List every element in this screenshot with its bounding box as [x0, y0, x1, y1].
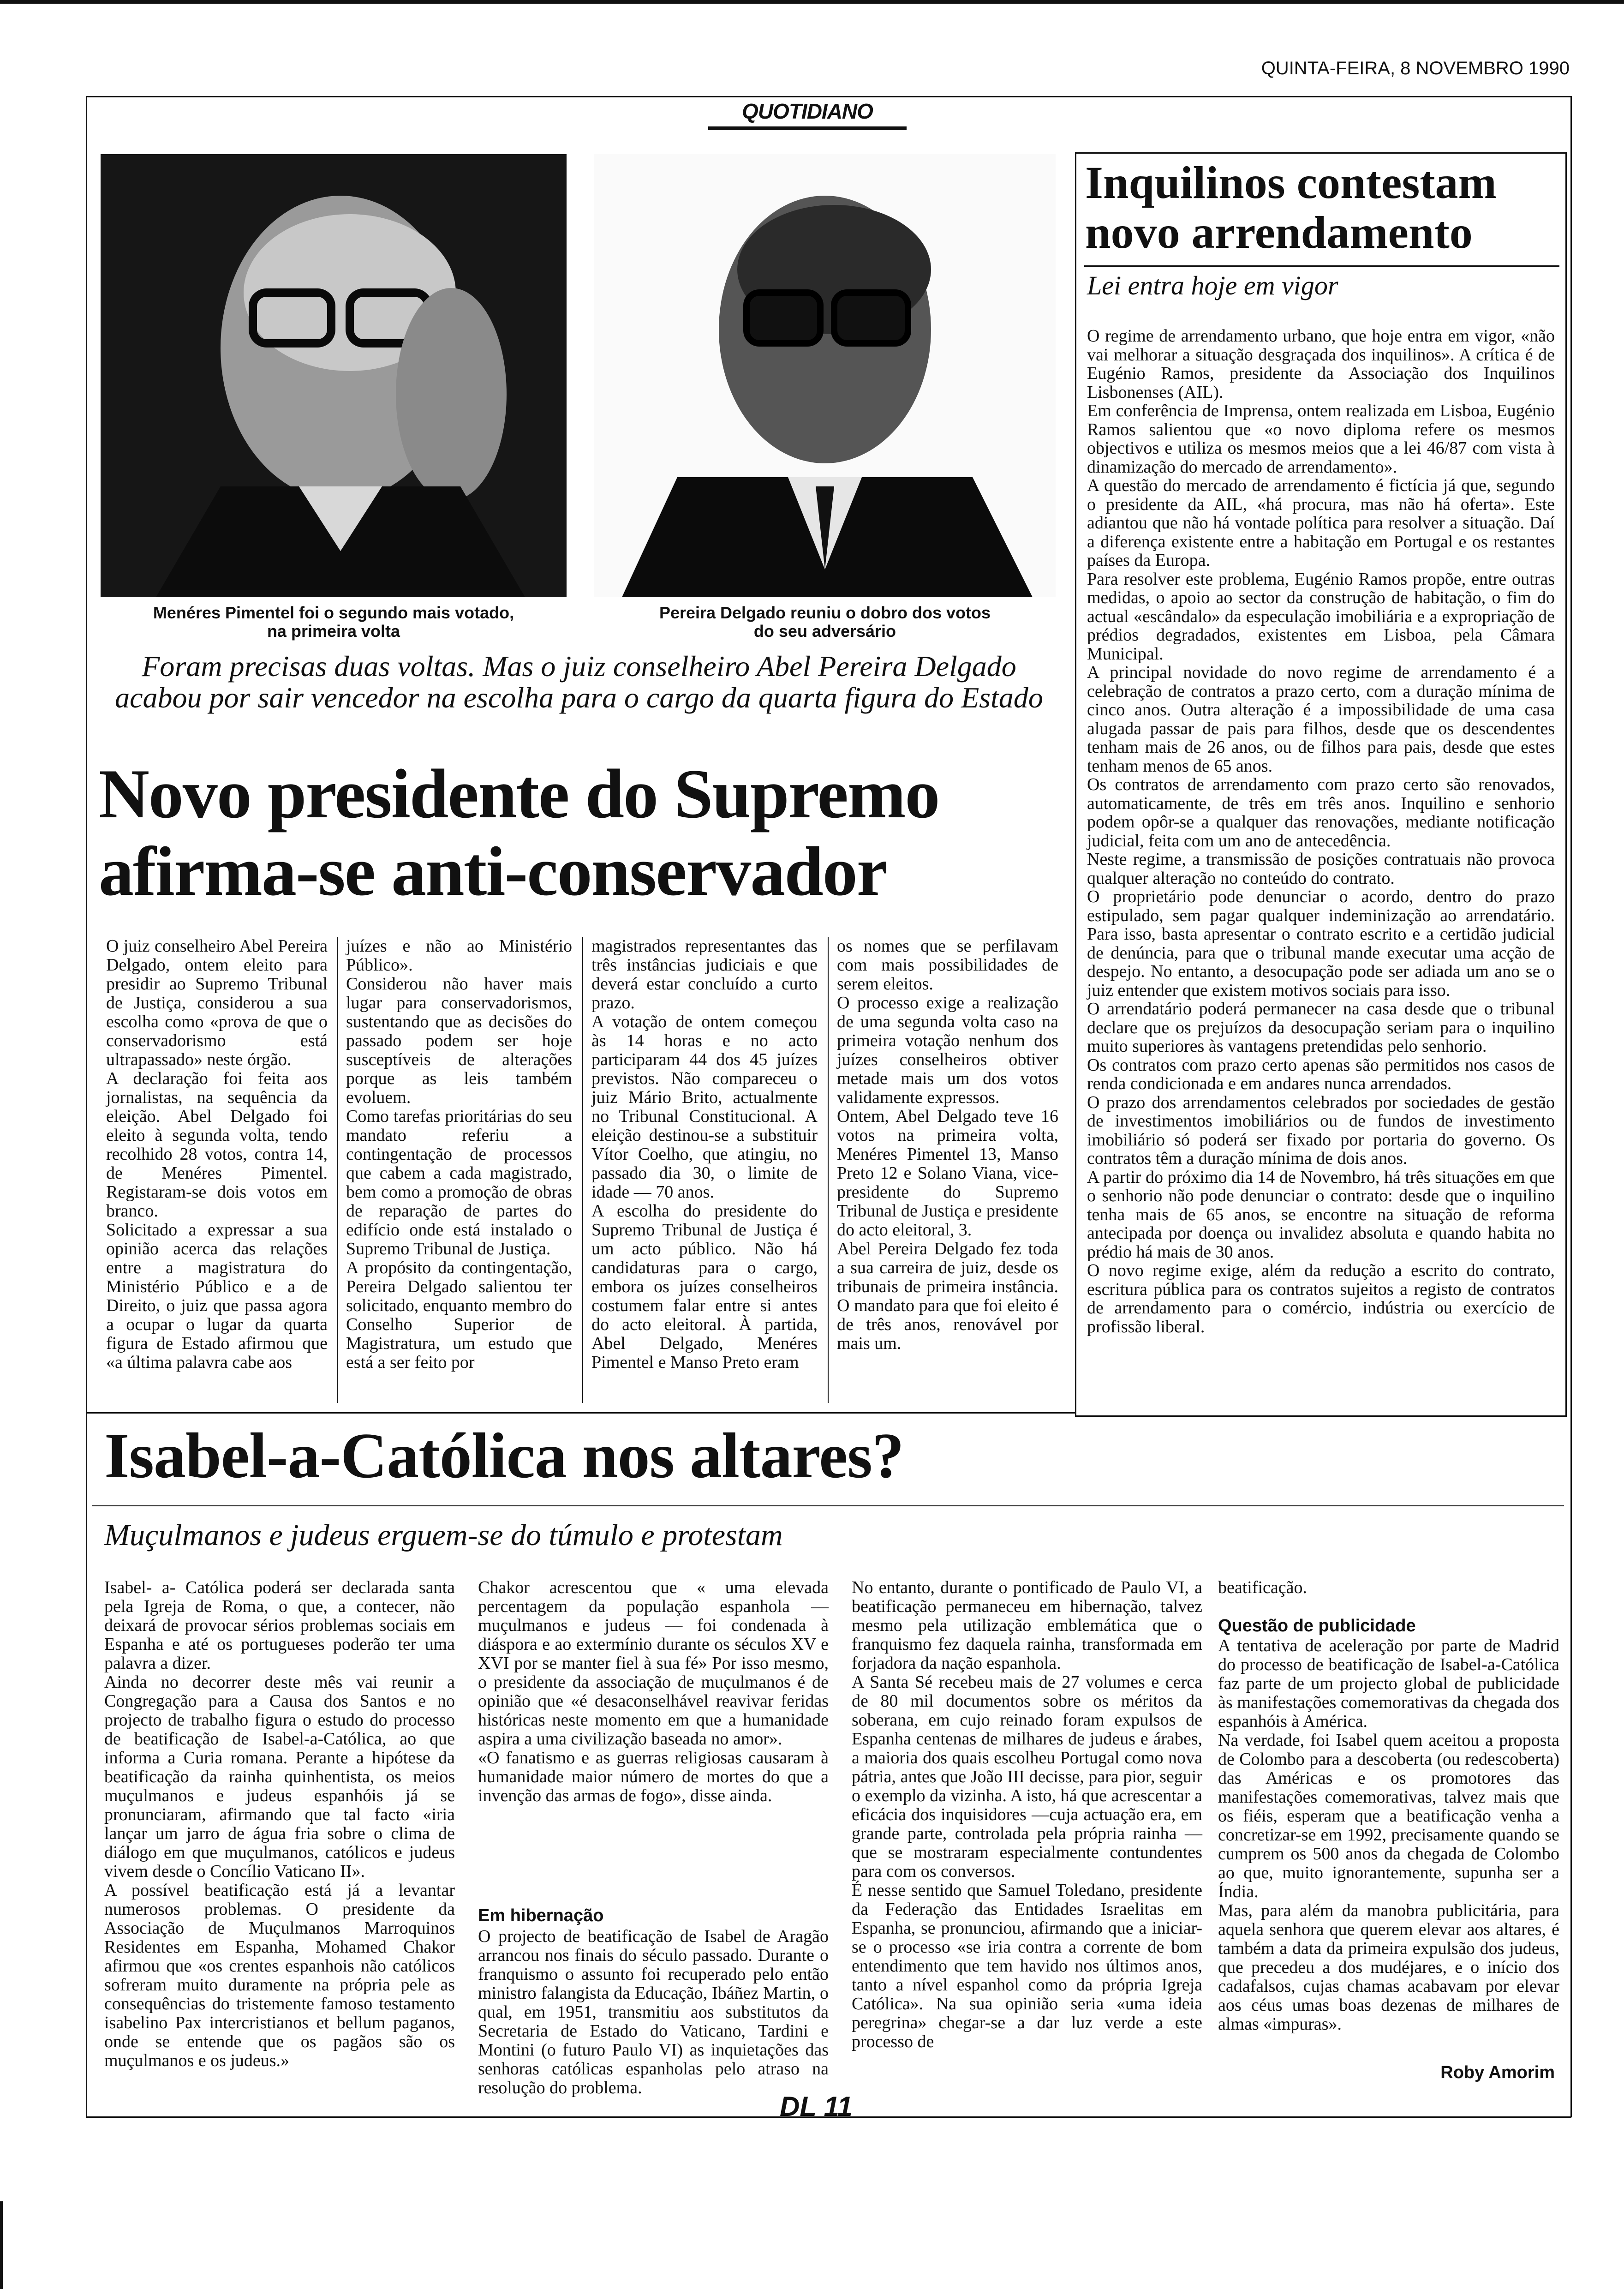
photo-meneres-pimentel	[101, 154, 567, 597]
portrait-left-icon	[101, 154, 567, 597]
article3-col1: Isabel- a- Católica poderá ser declarada santa pela Igreja de Roma, o que, a contecer, não deixará de provocar sérios problemas sociais em Espanha e até os portugueses poderão ter uma palavra a dizer. Ainda no decorrer deste mês vai reunir a Congregação para a Causa dos Santos e no projecto de trabalho figura o estudo do processo de beatificação de Isabel-a-Católica, ao que informa a Curia romana. Perante a hipótese da beatificação da rainha quinhentista, os meios muçulmanos e judeus espanhóis já se pronunciaram, afirmando que tal facto «iria lançar um jarro de água fria sobre o clima de diálogo em que muçulmanos, católicos e judeus vivem desde o Concílio Vaticano II». A possível beatificação está já a levantar numerosos problemas. O presidente da Associação de Muçulmanos Marroquinos Residentes em Espanha, Mohamed Chakor afirmou que «os crentes espanhois não católicos sofreram muito duramente na própria pele as consequências do tristemente famoso testamento isabelino Pax intercristianos et bellum paganos, onde se entende que os pagãos são os muçulmanos e os judeus.»	[104, 1578, 455, 2070]
section-divider	[86, 1412, 1075, 1414]
frame-top	[86, 96, 1571, 97]
article3-subhead: Muçulmanos e judeus erguem-se do túmulo e protestam	[104, 1518, 783, 1552]
edge-mark	[0, 2201, 3, 2289]
article3-rule	[92, 1505, 1564, 1506]
article1-col4: os nomes que se perfilavam com mais possibilidades de serem eleitos. O processo exige a realização de uma segunda volta caso na primeira votação nenhum dos juízes conselheiros obtiver metade mais um dos votos validamente expressos. Ontem, Abel Delgado teve 16 votos na primeira volta, Menéres Pimentel 13, Manso Preto 12 e Solano Viana, vice-presidente do Supremo Tribunal de Justiça e presidente do acto eleitoral, 3. Abel Pereira Delgado fez toda a sua carreira de juiz, desde os tribunais de primeira instância. O mandato para que foi eleito é de três anos, renovável por mais um.	[837, 936, 1058, 1353]
col-divider	[582, 937, 583, 1403]
article3-col3: No entanto, durante o pontificado de Paulo VI, a beatificação permaneceu em hibernação, talvez mesmo pela utilização emblemática que o franquismo fez daquela rainha, transformada em forjadora da nação espanhola. A Santa Sé recebeu mais de 27 volumes e cerca de 80 mil documentos sobre os méritos da soberana, em cujo reinado foram expulsos de Espanha centenas de milhares de judeus e árabes, a maioria dos quais escolheu Portugal como nova pátria, antes que João III decisse, para pior, seguir o exemplo da vizinha. A isto, há que acrescentar a eficácia dos inquisidores —cuja actuação era, em grande parte, controlada pela própria rainha — que se mostraram especialmente contundentes para com os conversos. É nesse sentido que Samuel Toledano, presidente da Federação das Entidades Israelitas em Espanha, se pronunciou, afirmando que a iniciar-se o processo «se iria contra a corrente de bom entendimento que tem havido nos últimos anos, tanto a nível espanhol como da própria Igreja Católica». Na sua opinião seria «uma ideia peregrina» chegar-se a dar luz verde a este processo de	[852, 1578, 1202, 2051]
portrait-right-icon	[594, 154, 1056, 597]
article3-headline: Isabel-a-Católica nos altares?	[104, 1420, 904, 1492]
top-edge	[0, 0, 1624, 4]
page-mark: DL 11	[780, 2091, 853, 2122]
col-divider	[828, 937, 829, 1403]
frame-right	[1570, 96, 1572, 2117]
article2-subhead: Lei entra hoje em vigor	[1087, 270, 1338, 300]
article2-rule	[1084, 265, 1559, 267]
article1-col3: magistrados representantes das três instâncias judiciais e que deverá estar concluído a curto prazo. A votação de ontem começou às 14 horas e no acto participaram 44 dos 45 juízes previstos. Não compareceu o juiz Mário Brito, actualmente no Tribunal Constitucional. A eleição destinou-se a substituir Vítor Coelho, que atingiu, no passado dia 30, o limite de idade — 70 anos. A escolha do presidente do Supremo Tribunal de Justiça é um acto público. Não há candidaturas para o cargo, embora os juízes conselheiros costumem falar entre si antes do acto eleitoral. À partida, Abel Delgado, Menéres Pimentel e Manso Preto eram	[591, 936, 818, 1372]
article3-col2a: Chakor acrescentou que « uma elevada percentagem da população espanhola — muçulmanos e judeus — foi condenada à diáspora e ao extermínio durante os séculos XV e XVI por se manter fiel à sua fé» Por isso mesmo, o presidente da associação de muçulmanos é de opinião que «é desaconselhável reavivar feridas históricas neste momento em que a humanidade aspira a uma civilização baseada no amor». «O fanatismo e as guerras religiosas causaram à humanidade maior número de mortes do que a invenção das armas de fogo», disse ainda.	[478, 1578, 829, 1805]
article1-col1: O juiz conselheiro Abel Pereira Delgado, ontem eleito para presidir ao Supremo Tribunal de Justiça, considerou a sua escolha como «prova de que o conservadorismo está ultrapassado» neste órgão. A declaração foi feita aos jornalistas, na sequência da eleição. Abel Delgado foi eleito à segunda volta, tendo recolhido 28 votos, contra 14, de Menéres Pimentel. Registaram-se dois votos em branco. Solicitado a expressar a sua opinião acerca das relações entre a magistratura do Ministério Público e a de Direito, o juiz que passa agora a ocupar o lugar da quarta figura de Estado afirmou que «a última palavra cabe aos	[106, 936, 328, 1372]
article3-byline: Roby Amorim	[1440, 2063, 1555, 2082]
section-tag: QUOTIDIANO	[708, 99, 907, 130]
photo-pereira-delgado	[594, 154, 1056, 597]
article1-headline-2: afirma-se anti-conservador	[99, 833, 887, 910]
article1-intro: Foram precisas duas voltas. Mas o juiz conselheiro Abel Pereira Delgado acabou por sair vencedor na escolha para o cargo da quarta figura do Estado	[115, 650, 1043, 714]
article3-col4b: A tentativa de aceleração por parte de Madrid do processo de beatificação de Isabel-a-Católica faz parte de um projecto global de publicidade às manifestações comemorativas da chegada dos espanhóis à América. Na verdade, foi Isabel quem aceitou a proposta de Colombo para a descoberta (ou redescoberta) das Américas e os promotores das manifestações comemorativas, talvez mais que os fiéis, esperam que a beatificação venha a concretizar-se em 1992, precisamente quando se cumprem os 500 anos da chegada de Colombo ao que, muito ignorantemente, supunha ser a Índia. Mas, para além da manobra publicitária, para aquela senhora que querem elevar aos altares, é também a data da primeira expulsão dos judeus, que precedeu a dos mudéjares, e o início dos cadafalsos, cujas chamas acabavam por elevar aos céus umas boas dezenas de milhares de almas «impuras».	[1218, 1636, 1559, 2034]
date-line: QUINTA-FEIRA, 8 NOVEMBRO 1990	[1261, 58, 1570, 78]
article1-headline-1: Novo presidente do Supremo	[99, 755, 939, 833]
article2-headline-2: novo arrendamento	[1085, 207, 1473, 258]
article2-body: O regime de arrendamento urbano, que hoje entra em vigor, «não vai melhorar a situação desgraçada dos inquilinos». A crítica é de Eugénio Ramos, presidente da Associação dos Inquilinos Lisbonenses (AIL). Em conferência de Imprensa, ontem realizada em Lisboa, Eugénio Ramos salientou que «o novo diploma refere os mesmos objectivos e utiliza os mesmos meios que a lei 46/87 com vista à dinamização do mercado de arrendamento». A questão do mercado de arrendamento é fictícia já que, segundo o presidente da AIL, «há procura, mas não há oferta». Este adiantou que não há vontade política para resolver a situação. Daí a diferença existente entre a habitação em Portugal e os restantes países da Europa. Para resolver este problema, Eugénio Ramos propõe, entre outras medidas, o apoio ao sector da construção de habitação, o fim do actual «escândalo» da especulação imobiliária e a expropriação de prédios degradados, existentes em Lisboa, pela Câmara Municipal. A principal novidade do novo regime de arrendamento é a celebração de contratos a prazo certo, com a duração mínima de cinco anos. Outra alteração é a impossibilidade de uma casa alugada passar de pais para filhos, desde que os descendentes tenham mais de 26 anos, ou de filhos para pais, desde que estes tenham menos de 65 anos. Os contratos de arrendamento com prazo certo são renovados, automaticamente, de três em três anos. Inquilino e senhorio podem opôr-se a qualquer das renovações, mediante notificação judicial, feita com um ano de antecedência. Neste regime, a transmissão de posições contratuais não provoca qualquer alteração no conteúdo do contrato. O proprietário pode denunciar o acordo, dentro do prazo estipulado, sem pagar qualquer indeminização ao arrendatário. Para isso, basta apresentar o contrato escrito e a certidão judicial de denúncia, para que o tribunal mande executar uma acção de despejo. No entanto, a desocupação pode ser adiada um ano se o juiz entender que existem motivos sociais para isso. O arrendatário poderá permanecer na casa desde que o tribunal declare que os prejuízos da desocupação seriam para o inquilino muito superiores às vantagens pretendidas pelo senhorio. Os contratos com prazo certo apenas são permitidos nos casos de renda condicionada e em andares nunca arrendados. O prazo dos arrendamentos celebrados por sociedades de gestão de investimentos imobiliários ou de fundos de investimento imobiliário só poderá ser fixado por portaria do governo. Os contratos têm a duração mínima de dois anos. A partir do próximo dia 14 de Novembro, há três situações em que o senhorio não pode denunciar o contrato: desde que o inquilino tenha mais de 65 anos, se encontre na situação de reforma antecipada por doença ou invalidez absoluta e quando habita no prédio há mais de 30 anos. O novo regime exige, além da redução a escrito do contrato, escritura pública para os contratos sujeitos a registo de contratos de arrendamento para o comércio, indústria ou exercício de profissão liberal.	[1087, 326, 1555, 1336]
frame-left	[86, 96, 87, 2117]
article3-col2b: O projecto de beatificação de Isabel de Aragão arrancou nos finais do século passado. Durante o franquismo o assunto foi recuperado pelo então ministro falangista da Educação, Ibáñez Martin, o qual, em 1951, transmitiu aos substitutos da Secretaria de Estado do Vaticano, Tardini e Montini (o futuro Paulo VI) as inquietações das senhoras católicas espanholas pelo atraso na resolução do problema.	[478, 1927, 829, 2097]
caption-left: Menéres Pimentel foi o segundo mais votado, na primeira volta	[153, 603, 514, 641]
article3-col2-subhead: Em hibernação	[478, 1906, 604, 1925]
col-divider	[337, 937, 338, 1403]
article3-col4-subhead: Questão de publicidade	[1218, 1616, 1416, 1636]
caption-right: Pereira Delgado reuniu o dobro dos votos do seu adversário	[659, 603, 991, 641]
article3-col4a: beatificação.	[1218, 1578, 1308, 1597]
article1-col2: juízes e não ao Ministério Público». Considerou não haver mais lugar para conservadorismos, sustentando que as decisões do passado podem ser hoje susceptíveis de alterações porque as leis também evoluem. Como tarefas prioritárias do seu mandato referiu a contingentação de processos que cabem a cada magistrado, bem como a promoção de obras de reparação de partes do edifício onde está instalado o Supremo Tribunal de Justiça. A propósito da contingentação, Pereira Delgado salientou ter solicitado, enquanto membro do Conselho Superior de Magistratura, um estudo que está a ser feito por	[346, 936, 572, 1372]
article2-headline-1: Inquilinos contestam	[1085, 157, 1497, 208]
